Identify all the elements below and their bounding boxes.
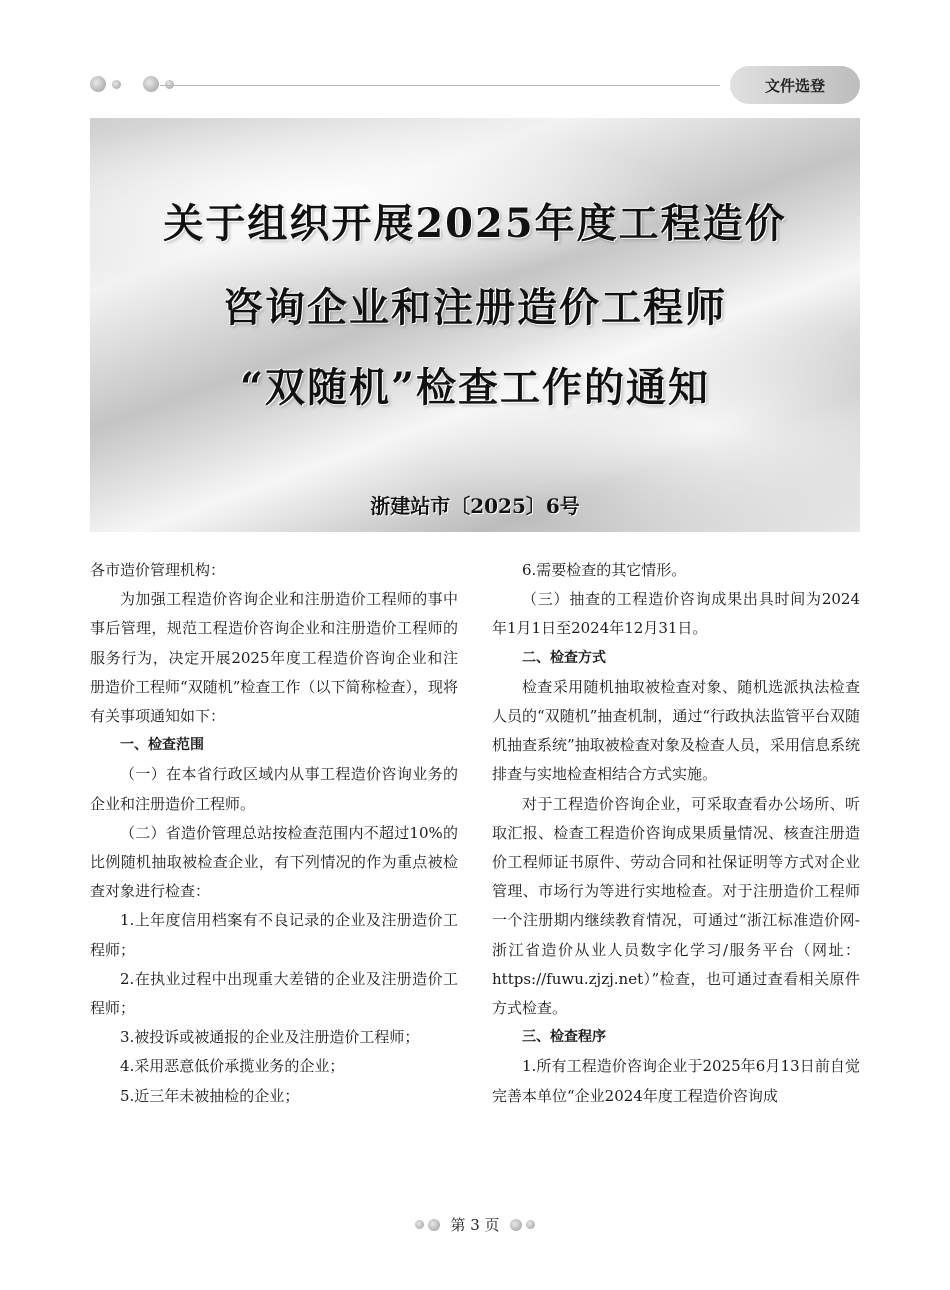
- right-column: [492, 556, 860, 1111]
- list-item: 3.被投诉或被通报的企业及注册造价工程师；: [120, 1028, 420, 1047]
- left-column: [90, 556, 458, 1111]
- paragraph: （二）省造价管理总站按检查范围内不超过10%的比例随机抽取被检查企业，有下列情况的作为重点被检查对象进行检查：: [90, 823, 458, 901]
- section-heading: 三、检查程序: [522, 1029, 606, 1046]
- list-item: 2.在执业过程中出现重大差错的企业及注册造价工程师；: [90, 969, 458, 1018]
- title-line-1: 关于组织开展2025年度工程造价: [163, 200, 787, 247]
- page-number: 第 3 页: [450, 1216, 500, 1234]
- list-item: 1.上年度信用档案有不良记录的企业及注册造价工程师；: [90, 911, 458, 959]
- header-dot: [90, 76, 106, 92]
- header-dot: [165, 80, 174, 89]
- footer-decoration: [415, 1219, 440, 1231]
- paragraph: 检查采用随机抽取被检查对象、随机选派执法检查人员的“双随机”抽查机制，通过“行政执法监管平台双随机抽查系统”抽取被检查对象及检查人员，采用信息系统排查与实地检查相结合方式实施。: [492, 677, 861, 784]
- section-heading: 二、检查方式: [522, 649, 606, 666]
- title-banner: [90, 118, 860, 532]
- paragraph: 1.所有工程造价咨询企业于2025年6月13日前自觉完善本单位“企业2024年度工程造价咨询成: [492, 1057, 860, 1105]
- paragraph: （一）在本省行政区域内从事工程造价咨询业务的企业和注册造价工程师。: [90, 765, 458, 813]
- paragraph: 对于工程造价咨询企业，可采取查看办公场所、听取汇报、检查工程造价咨询成果质量情况、核查注册造价工程师证书原件、劳动合同和社保证明等方式对企业管理、市场行为等进行实地检查。对于注册造价工程师一个注册期内继续教育情况，可通过“浙江标准造价网-浙江省造价从业人员数字化学习/服务平台（网址：https://fuwu.zjzj.net）”检查，也可通过查看相关原件方式检查。: [492, 794, 860, 1018]
- section-heading: 一、检查范围: [120, 737, 204, 754]
- header-dot: [143, 76, 159, 92]
- header-dot: [112, 80, 121, 89]
- section-badge: 文件选登: [730, 66, 860, 104]
- list-item: 4.采用恶意低价承揽业务的企业；: [120, 1057, 345, 1076]
- paragraph: 为加强工程造价咨询企业和注册造价工程师的事中事后管理，规范工程造价咨询企业和注册造价工程师的服务行为，决定开展2025年度工程造价咨询企业和注册造价工程师“双随机”检查工作（以下简称检查），现将有关事项通知如下：: [90, 590, 458, 726]
- list-item: 6.需要检查的其它情形。: [522, 561, 687, 579]
- list-item: 5.近三年未被抽检的企业；: [120, 1086, 300, 1105]
- document-number: 浙建站市〔2025〕6号: [370, 494, 580, 518]
- title-line-2: 咨询企业和注册造价工程师: [223, 284, 727, 331]
- footer-decoration: [510, 1219, 535, 1231]
- salutation: 各市造价管理机构：: [90, 561, 226, 579]
- paragraph: （三）抽查的工程造价咨询成果出具时间为2024年1月1日至2024年12月31日。: [492, 590, 860, 638]
- header-decoration: [90, 76, 174, 92]
- title-line-3: “双随机”检查工作的通知: [239, 364, 710, 411]
- page-footer: [0, 1214, 950, 1235]
- header-rule: [160, 85, 720, 86]
